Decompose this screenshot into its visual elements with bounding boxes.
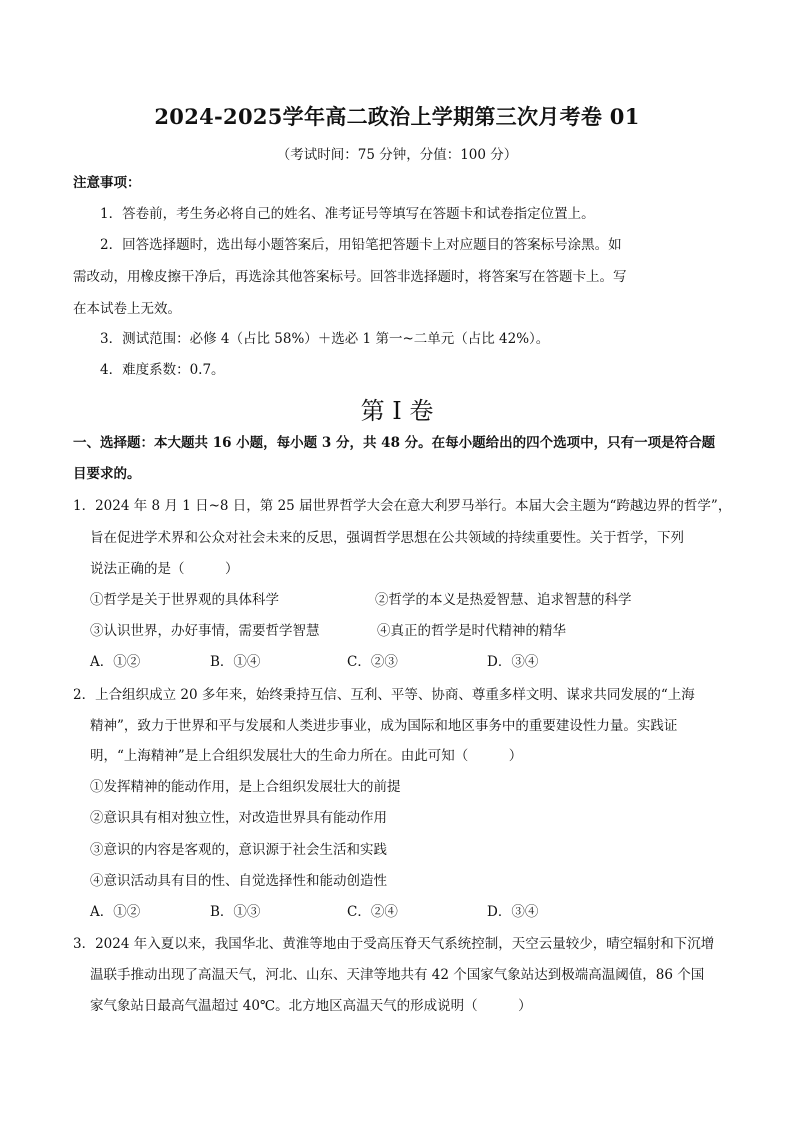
- question-2-line-1: 2．上合组织成立 20 多年来，始终秉持互信、互利、平等、协商、尊重多样文明、谋求共同发展的“上海: [73, 687, 695, 703]
- exam-title: 2024-2025学年高二政治上学期第三次月考卷 01: [154, 104, 640, 129]
- question-1-statement-2: ②哲学的本义是热爱智慧、追求智慧的科学: [375, 592, 632, 608]
- section-instruction-line-1: 一、选择题：本大题共 16 小题，每小题 3 分，共 48 分。在每小题给出的四个选项中，只有一项是符合题: [73, 435, 716, 451]
- notice-item-2-line-2: 需改动，用橡皮擦干净后，再选涂其他答案标号。回答非选择题时，将答案写在答题卡上。写: [73, 269, 627, 285]
- question-3-line-3: 家气象站日最高气温超过 40℃。北方地区高温天气的形成说明（ ）: [90, 998, 532, 1014]
- exam-subtitle: （考试时间：75 分钟，分值：100 分）: [276, 147, 518, 163]
- question-3-line-2: 温联手推动出现了高温天气，河北、山东、天津等地共有 42 个国家气象站达到极端高温阈值，86 个国: [90, 967, 705, 983]
- question-1-line-3: 说法正确的是（ ）: [90, 561, 239, 577]
- question-1-option-d: D．③④: [487, 654, 539, 670]
- question-2-option-d: D．③④: [487, 904, 539, 920]
- question-2-statement-2: ②意识具有相对独立性，对改造世界具有能动作用: [90, 810, 387, 826]
- section-instruction-line-2: 目要求的。: [73, 466, 141, 482]
- question-2-line-3: 明，“上海精神”是上合组织发展壮大的生命力所在。由此可知（ ）: [90, 748, 523, 764]
- question-1-statement-1: ①哲学是关于世界观的具体科学: [90, 592, 279, 608]
- question-2-statement-4: ④意识活动具有目的性、自觉选择性和能动创造性: [90, 873, 387, 889]
- question-1-option-a: A．①②: [90, 654, 141, 670]
- notice-item-4: 4．难度系数：0.7。: [100, 362, 225, 378]
- notice-heading: 注意事项：: [73, 175, 141, 191]
- notice-item-1: 1．答卷前，考生务必将自己的姓名、准考证号等填写在答题卡和试卷指定位置上。: [100, 206, 595, 222]
- question-2-option-c: C．②④: [347, 904, 398, 920]
- question-1-statement-3: ③认识世界，办好事情，需要哲学智慧: [90, 623, 320, 639]
- question-1-option-c: C．②③: [347, 654, 398, 670]
- question-2-statement-3: ③意识的内容是客观的，意识源于社会生活和实践: [90, 842, 387, 858]
- question-1-line-1: 1．2024 年 8 月 1 日~8 日，第 25 届世界哲学大会在意大利罗马举行。本届大会主题为“跨越边界的哲学”，: [73, 498, 732, 514]
- volume-heading: 第 I 卷: [360, 397, 434, 425]
- notice-item-3: 3．测试范围：必修 4（占比 58%）＋选必 1 第一~二单元（占比 42%）。: [100, 331, 550, 347]
- question-3-line-1: 3．2024 年入夏以来，我国华北、黄淮等地由于受高压脊天气系统控制，天空云量较少，晴空辐射和下沉增: [73, 936, 715, 952]
- question-2-statement-1: ①发挥精神的能动作用，是上合组织发展壮大的前提: [90, 779, 401, 795]
- question-2-option-a: A．①②: [90, 904, 141, 920]
- question-1-line-2: 旨在促进学术界和公众对社会未来的反思，强调哲学思想在公共领域的持续重要性。关于哲学，下列: [90, 530, 684, 546]
- notice-item-2-line-1: 2．回答选择题时，选出每小题答案后，用铅笔把答题卡上对应题目的答案标号涂黑。如: [100, 237, 622, 253]
- question-1-statement-4: ④真正的哲学是时代精神的精华: [377, 623, 566, 639]
- question-1-option-b: B．①④: [210, 654, 261, 670]
- question-2-line-2: 精神”，致力于世界和平与发展和人类进步事业，成为国际和地区事务中的重要建设性力量。实践证: [90, 718, 678, 734]
- notice-item-2-line-3: 在本试卷上无效。: [73, 301, 181, 317]
- question-2-option-b: B．①③: [210, 904, 261, 920]
